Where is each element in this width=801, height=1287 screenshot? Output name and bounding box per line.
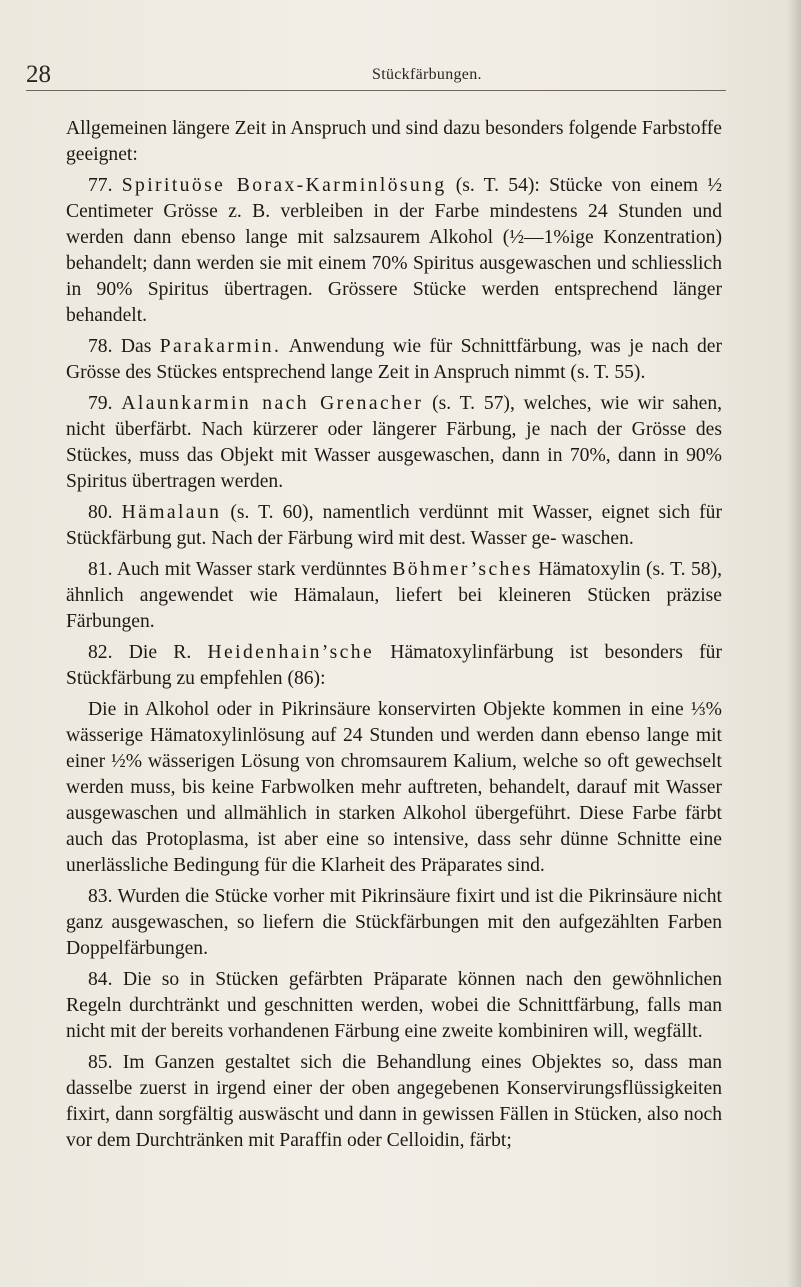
text-segment: (s. T. 60), namentlich verdünnt mit Wasser, eignet sich für Stückfärbung gut. Nach der Färbung wird mit dest. Wasser ge- waschen.	[66, 502, 723, 549]
paragraph	[66, 116, 722, 168]
spaced-term: Alaunkarmin nach Grenacher	[121, 393, 424, 414]
spaced-term: Heidenhain’sche	[207, 642, 375, 663]
header-rule	[26, 90, 726, 91]
spaced-term: Böhmer’sches	[392, 559, 533, 580]
text-segment: 77.	[88, 175, 122, 196]
text-segment: 79.	[88, 393, 122, 414]
paragraph	[66, 967, 722, 1045]
paragraph	[66, 334, 722, 386]
text-segment: (s. T. 57), welches, wie wir sahen, nicht überfärbt. Nach kürzerer oder längerer Färbung, je nach der Grösse des Stückes, muss das Objekt mit Wasser ausgewaschen, dann in 70%, dann in 90% Spiritus übertragen werden.	[66, 393, 723, 492]
text-segment: 78. Das	[88, 336, 160, 357]
text-segment: Allgemeinen längere Zeit in Anspruch und sind dazu besonders folgende Farbstoffe geeignet:	[66, 118, 722, 165]
text-segment: 84. Die so in Stücken gefärbten Präparate können nach den gewöhnlichen Regeln durchtränkt und geschnitten werden, wobei die Schnittfärbung, falls man nicht mit der bereits vorhandenen Färbung eine zweite kombiniren will, wegfällt.	[66, 969, 722, 1042]
spaced-term: Spirituöse Borax-Karminlösung	[121, 175, 447, 196]
text-segment: 80.	[88, 502, 122, 523]
paragraph	[66, 697, 722, 879]
text-segment: (s. T. 54): Stücke von einem ½ Centimeter Grösse z. B. verbleiben in der Farbe mindestens 24 Stunden und werden dann ebenso lange mit salzsaurem Alkohol (½—1%ige Konzentration) behandelt; dann werden sie mit einem 70% Spiritus ausgewaschen und schliesslich in 90% Spiritus übertragen. Grössere Stücke werden entsprechend länger behandelt.	[66, 175, 723, 326]
text-segment: 81. Auch mit Wasser stark verdünntes	[88, 559, 393, 580]
text-segment: Die in Alkohol oder in Pikrinsäure konservirten Objekte kommen in eine ⅓% wässerige Hämatoxylinlösung auf 24 Stunden und werden dann ebenso lange mit einer ½% wässerigen Lösung von chromsaurem Kalium, welche so oft gewechselt werden muss, bis keine Farbwolken mehr auftreten, behandelt, darauf mit Wasser ausgewaschen und allmählich in starken Alkohol übergeführt. Diese Farbe färbt auch das Protoplasma, ist aber eine so intensive, dass sehr dünne Schnitte eine unerlässliche Bedingung für die Klarheit des Präparates sind.	[66, 699, 722, 876]
text-segment: Anwendung wie für Schnittfärbung, was je nach der Grösse des Stückes entsprechend lange Zeit in Anspruch nimmt (s. T. 55).	[66, 336, 722, 383]
paragraph	[66, 640, 722, 692]
paragraph	[66, 391, 722, 495]
text-segment: 82. Die R.	[88, 642, 208, 663]
paragraph	[66, 1050, 722, 1154]
paragraph	[66, 557, 722, 635]
page-number: 28	[26, 61, 51, 88]
body-text	[66, 116, 722, 1159]
spaced-term: Parakarmin.	[159, 336, 282, 357]
text-segment: 85. Im Ganzen gestaltet sich die Behandlung eines Objektes so, dass man dasselbe zuerst in irgend einer der oben angegebenen Konservirungsflüssigkeiten fixirt, dann sorgfältig auswäscht und dann in gewissen Fällen in Stücken, also noch vor dem Durchtränken mit Paraffin oder Celloidin, färbt;	[66, 1052, 722, 1151]
paragraph	[66, 173, 722, 329]
spaced-term: Hämalaun	[121, 502, 222, 523]
running-head: Stückfärbungen.	[372, 66, 482, 83]
paragraph	[66, 884, 722, 962]
text-segment: Hämatoxylinfärbung ist besonders für Stückfärbung zu empfehlen (86):	[66, 642, 722, 689]
text-segment: Hämatoxylin (s. T. 58), ähnlich angewendet wie Hämalaun, liefert bei kleineren Stücken präzise Färbungen.	[66, 559, 722, 632]
paragraph	[66, 500, 722, 552]
page-edge-shadow	[787, 0, 801, 1287]
text-segment: 83. Wurden die Stücke vorher mit Pikrinsäure fixirt und ist die Pikrinsäure nicht ganz ausgewaschen, so liefern die Stückfärbungen mit den aufgezählten Farben Doppelfärbungen.	[66, 886, 722, 959]
